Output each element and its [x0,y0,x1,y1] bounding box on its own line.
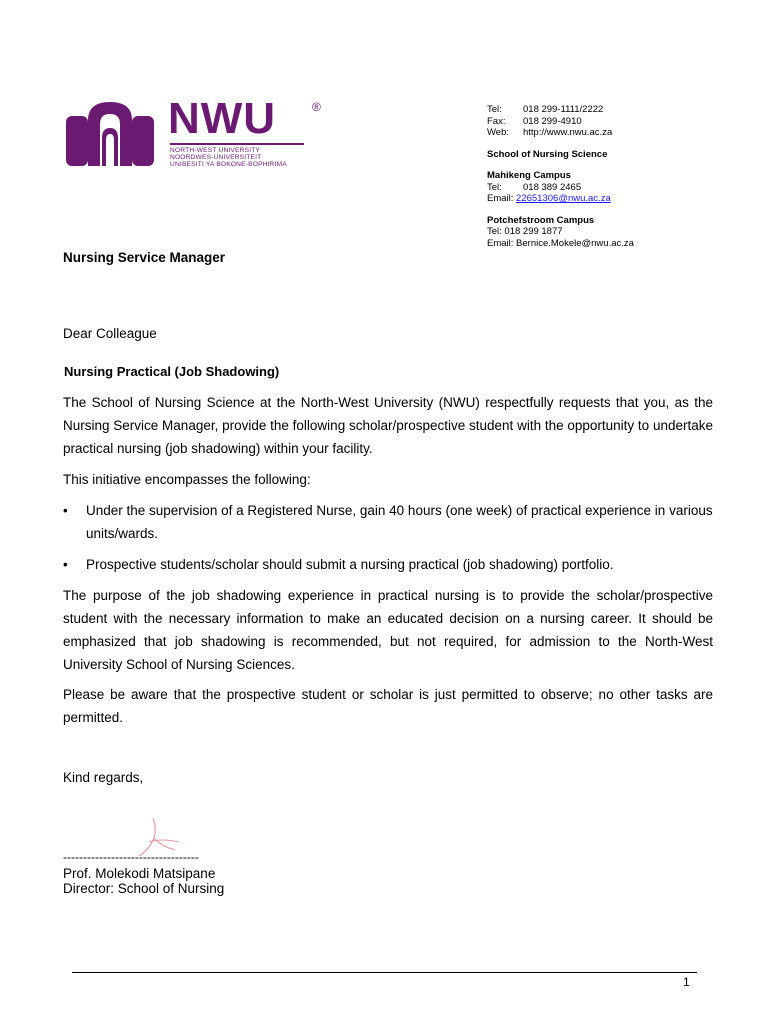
addressee: Nursing Service Manager [63,250,226,265]
fax-value: 018 299-4910 [523,115,582,127]
bullet-item-portfolio [63,553,713,576]
brand-divider [170,143,304,145]
potchefstroom-tel: Tel: 018 299 1877 [487,226,563,237]
mahikeng-email-label: Email: [487,193,514,204]
brand-line-afrikaans: NOORDWES-UNIVERSITEIT [170,154,262,161]
paragraph-initiative: This initiative encompasses the following: [63,472,311,487]
fax-label: Fax: [487,115,506,127]
web-label: Web: [487,127,510,138]
brand-line-english: NORTH-WEST UNIVERSITY [170,147,261,154]
tel-label: Tel: [487,104,502,115]
paragraph-request: The School of Nursing Science at the North-West University (NWU) respectfully requests that you, as the Nursing Service Manager, provide the following scholar/prospective student with the opportunity to undertake practical nursing (job shadowing) within your facility. [63,395,713,456]
mahikeng-tel-label: Tel: [487,181,502,193]
paragraph-observe: Please be aware that the prospective student or scholar is just permitted to observe; no other tasks are permitted. [63,687,713,725]
signatory-block [63,866,224,896]
contact-block [487,104,634,249]
closing: Kind regards, [63,770,144,785]
signatory-name: Prof. Molekodi Matsipane [63,866,216,881]
page-number: 1 [683,975,690,989]
potchefstroom-campus-title: Potchefstroom Campus [487,214,595,226]
brand-line-setswana: UNIBESITI YA BOKONE-BOPHIRIMA [170,161,287,168]
mahikeng-email-link[interactable]: 22651306@nwu.ac.za [516,193,611,204]
signatory-title: Director: School of Nursing [63,881,225,896]
tel-value: 018 299-1111/2222 [523,104,604,115]
brand-subtitle [170,147,287,168]
letter-subject: Nursing Practical (Job Shadowing) [64,364,280,379]
bullet-item-supervision [63,499,713,545]
mahikeng-tel-value: 018 389 2465 [523,181,582,193]
brand-name: NWU [168,94,277,143]
bullet-text: Prospective students/scholar should submit a nursing practical (job shadowing) portfolio. [86,557,614,572]
bullet-text: Under the supervision of a Registered Nurse, gain 40 hours (one week) of practical experience in various units/wards. [86,503,713,541]
school-name: School of Nursing Science [487,148,608,160]
nwu-logo-emblem-icon [64,98,156,170]
signature-line: ---------------------------------- [63,850,199,864]
salutation: Dear Colleague [63,326,157,341]
paragraph-purpose: The purpose of the job shadowing experience in practical nursing is to provide the scholar/prospective student with the necessary information to make an educated decision on a nursing career. It should be emphasized that job shadowing is recommended, but not required, for admission to the North-West University School of Nursing Sciences. [63,588,713,672]
bullet-icon: • [63,557,68,572]
mahikeng-campus-title: Mahikeng Campus [487,170,571,181]
web-value[interactable]: http://www.nwu.ac.za [523,127,613,138]
potchefstroom-email: Email: Bernice.Mokele@nwu.ac.za [487,237,634,249]
bullet-icon: • [63,503,68,518]
footer-divider [72,972,697,973]
registered-mark: ® [312,100,321,114]
